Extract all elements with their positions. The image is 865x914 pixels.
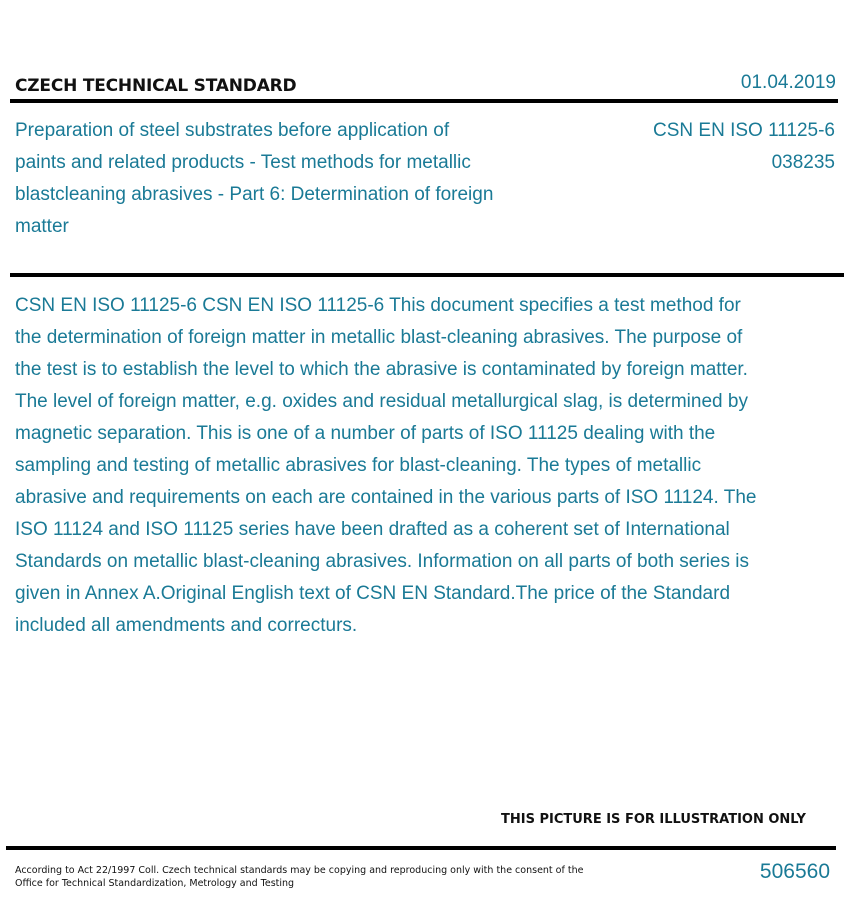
- standard-code-block: [653, 115, 835, 179]
- standard-title: Preparation of steel substrates before application of paints and related products - Test methods for metallic blastcleaning abrasives - Part 6: Determination of foreign matter: [15, 120, 494, 237]
- standard-code: CSN EN ISO 11125-6: [653, 120, 835, 141]
- document-description: CSN EN ISO 11125-6 CSN EN ISO 11125-6 This document specifies a test method for the determination of foreign matter in metallic blast-cleaning abrasives. The purpose of the test is to establish the level to which the abrasive is contaminated by foreign matter. The level of foreign matter, e.g. oxides and residual metallurgical slag, is determined by magnetic separation. This is one of a number of parts of ISO 11125 dealing with the sampling and testing of metallic abrasives for blast-cleaning. The types of metallic abrasive and requirements on each are contained in the various parts of ISO 11124. The ISO 11124 and ISO 11125 series have been drafted as a coherent set of International Standards on metallic blast-cleaning abrasives. Information on all parts of both series is given in Annex A.Original English text of CSN EN Standard.The price of the Standard included all amendments and correcturs.: [15, 295, 757, 636]
- standard-number: 038235: [771, 152, 835, 173]
- header-divider: [10, 99, 838, 103]
- document-id: 506560: [759, 860, 830, 883]
- legal-notice: According to Act 22/1997 Coll. Czech technical standards may be copying and reproducing only with the consent of the Office for Technical Standardization, Metrology and Testing: [15, 865, 584, 889]
- document-type-label: CZECH TECHNICAL STANDARD: [15, 76, 297, 96]
- publication-date: 01.04.2019: [740, 72, 836, 93]
- illustration-note: THIS PICTURE IS FOR ILLUSTRATION ONLY: [501, 812, 806, 827]
- footer-divider: [6, 846, 836, 850]
- title-divider: [10, 273, 844, 277]
